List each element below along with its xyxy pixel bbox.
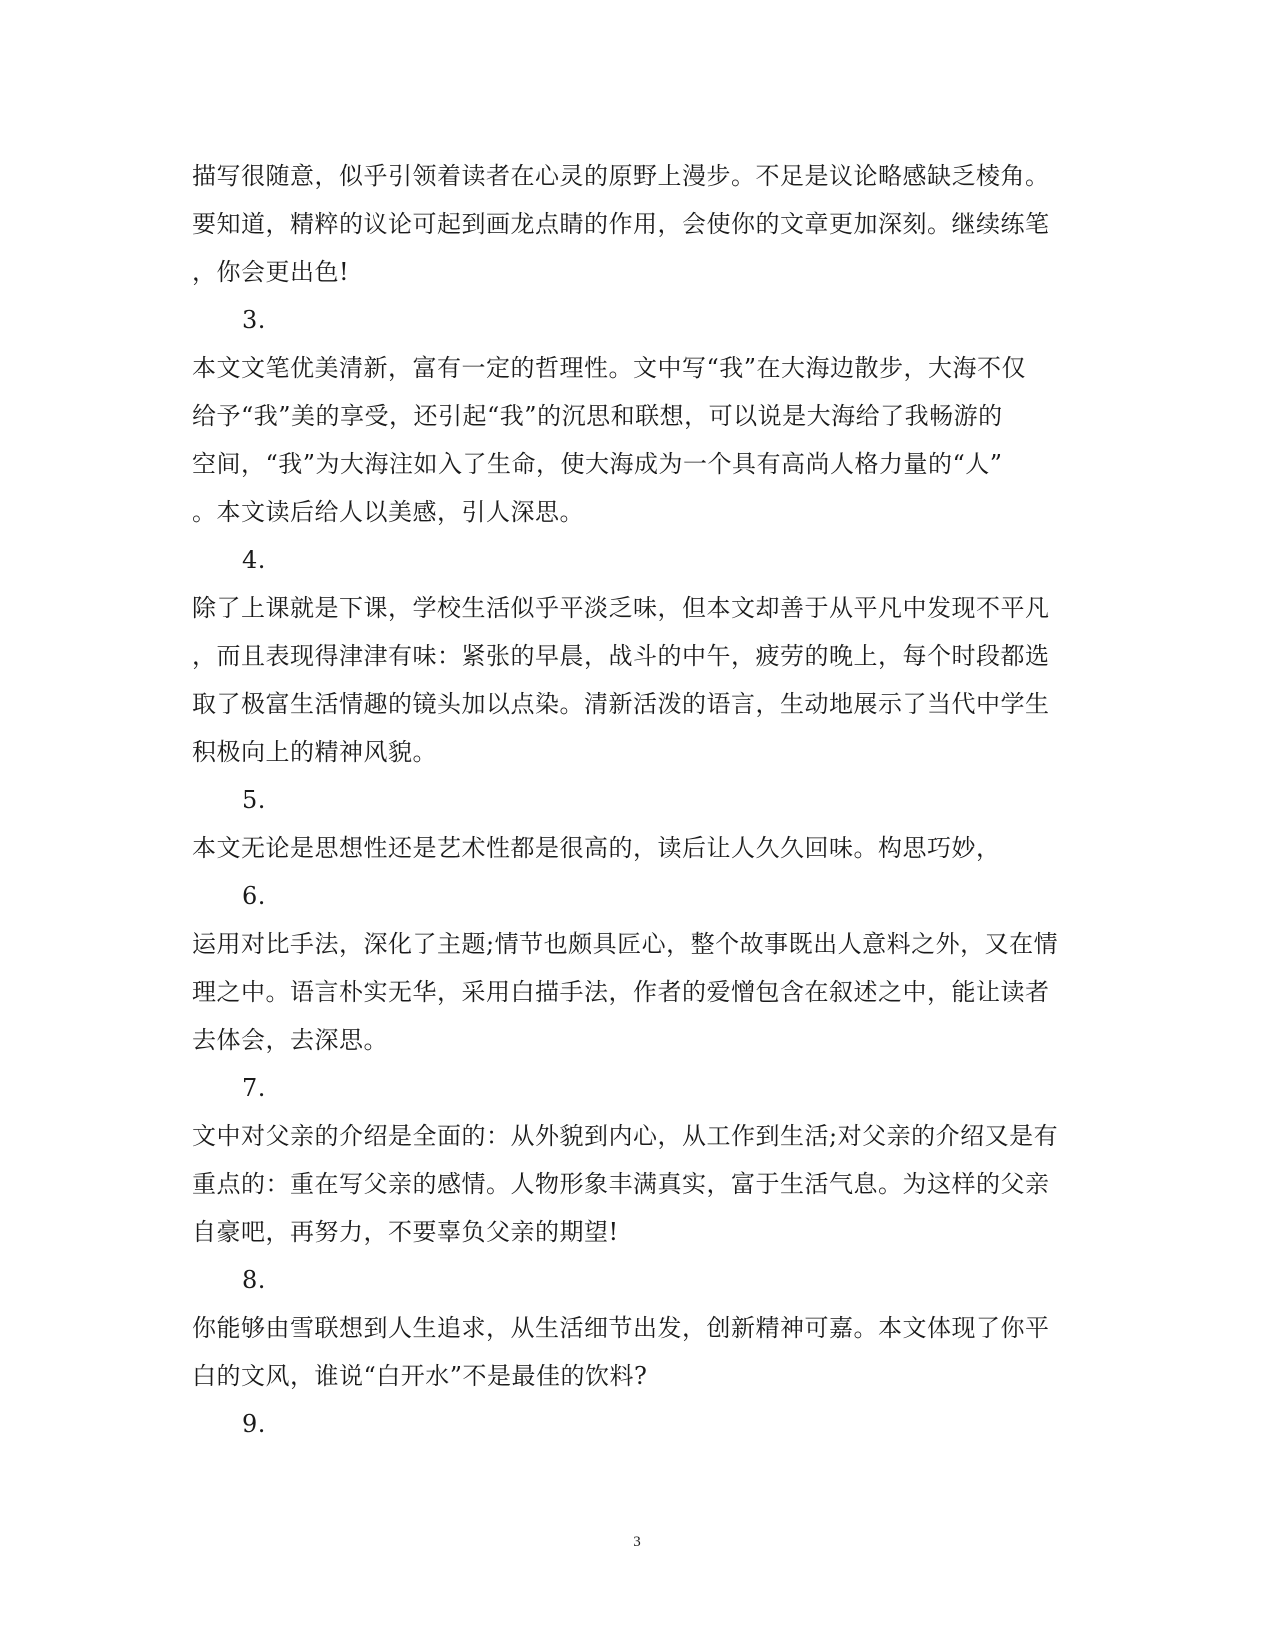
item-number: 8. xyxy=(242,1266,266,1294)
page-number: 3 xyxy=(633,1534,641,1550)
text-line: 要知道，精粹的议论可起到画龙点睛的作用，会使你的文章更加深刻。继续练笔 xyxy=(192,210,1050,238)
document-body xyxy=(192,152,1092,1448)
item-number: 3. xyxy=(242,306,266,334)
text-line: 自豪吧，再努力，不要辜负父亲的期望! xyxy=(192,1218,619,1246)
item-number: 4. xyxy=(242,546,266,574)
text-line: 理之中。语言朴实无华，采用白描手法，作者的爱憎包含在叙述之中，能让读者 xyxy=(192,978,1050,1006)
text-line: 给予“我”美的享受，还引起“我”的沉思和联想，可以说是大海给了我畅游的 xyxy=(192,402,1003,430)
text-line: ，你会更出色! xyxy=(192,258,350,286)
text-line: 重点的：重在写父亲的感情。人物形象丰满真实，富于生活气息。为这样的父亲 xyxy=(192,1170,1050,1198)
text-line: 运用对比手法，深化了主题;情节也颇具匠心，整个故事既出人意料之外，又在情 xyxy=(192,930,1059,958)
text-line: 。本文读后给人以美感，引人深思。 xyxy=(192,498,584,526)
text-line: 空间，“我”为大海注如入了生命，使大海成为一个具有高尚人格力量的“人” xyxy=(192,450,1003,478)
text-line: 本文无论是思想性还是艺术性都是很高的，读后让人久久回味。构思巧妙， xyxy=(192,834,1001,862)
text-line: 本文文笔优美清新，富有一定的哲理性。文中写“我”在大海边散步，大海不仅 xyxy=(192,354,1027,382)
text-line: 除了上课就是下课，学校生活似乎平淡乏味，但本文却善于从平凡中发现不平凡 xyxy=(192,594,1050,622)
text-line: 去体会，去深思。 xyxy=(192,1026,388,1054)
text-line: 积极向上的精神风貌。 xyxy=(192,738,437,766)
text-line: 取了极富生活情趣的镜头加以点染。清新活泼的语言，生动地展示了当代中学生 xyxy=(192,690,1050,718)
text-line: 你能够由雪联想到人生追求，从生活细节出发，创新精神可嘉。本文体现了你平 xyxy=(192,1314,1050,1342)
text-line: 描写很随意，似乎引领着读者在心灵的原野上漫步。不足是议论略感缺乏棱角。 xyxy=(192,162,1050,190)
text-line: 白的文风，谁说“白开水”不是最佳的饮料? xyxy=(192,1362,648,1390)
item-number: 9. xyxy=(242,1410,266,1438)
text-line: ，而且表现得津津有味：紧张的早晨，战斗的中午，疲劳的晚上，每个时段都选 xyxy=(192,642,1050,670)
item-number: 5. xyxy=(242,786,266,814)
item-number: 6. xyxy=(242,882,266,910)
item-number: 7. xyxy=(242,1074,266,1102)
text-line: 文中对父亲的介绍是全面的：从外貌到内心，从工作到生活;对父亲的介绍又是有 xyxy=(192,1122,1059,1150)
